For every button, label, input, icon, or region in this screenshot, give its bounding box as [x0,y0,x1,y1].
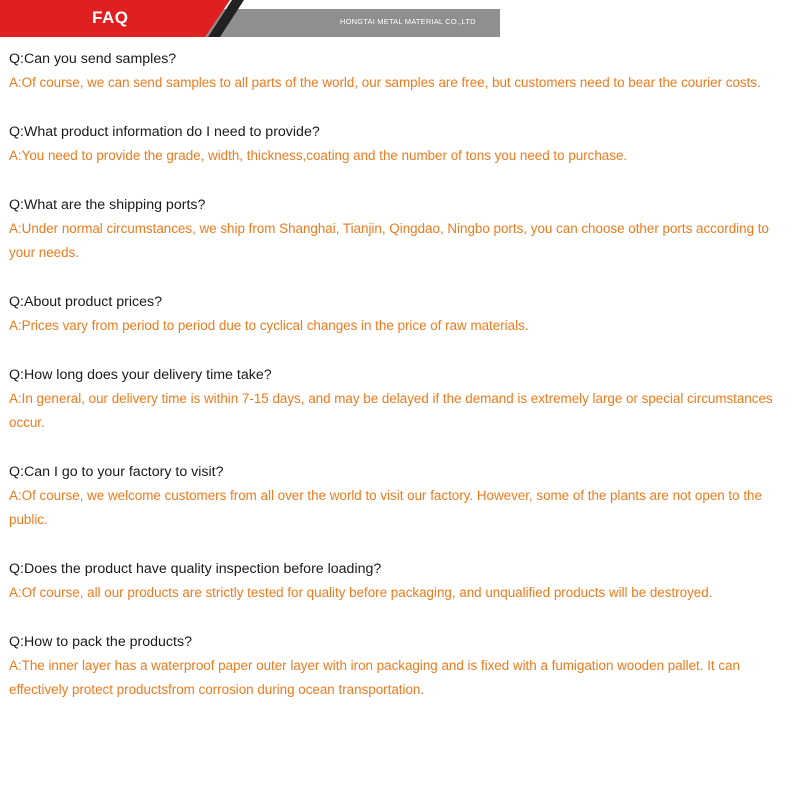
faq-question: Q:Can I go to your factory to visit? [9,464,224,480]
faq-item-packing [9,630,794,702]
faq-question: Q:What are the shipping ports? [9,197,206,213]
faq-answer: A:Under normal circumstances, we ship from Shanghai, Tianjin, Qingdao, Ningbo ports, you can choose other ports according to your needs. [9,221,769,260]
faq-question: Q:How to pack the products? [9,634,192,650]
faq-question: Q:Does the product have quality inspection before loading? [9,561,382,577]
faq-answer: A:You need to provide the grade, width, thickness,coating and the number of tons you need to purchase. [9,148,628,163]
faq-item-factory-visit [9,460,794,532]
faq-item-shipping-ports [9,193,794,265]
faq-header-banner [0,0,500,37]
faq-item-product-info [9,120,794,168]
faq-item-quality-inspection [9,557,794,605]
faq-question: Q:About product prices? [9,294,162,310]
faq-answer: A:Of course, we can send samples to all parts of the world, our samples are free, but customers need to bear the courier costs. [9,75,761,90]
faq-item-delivery-time [9,363,794,435]
faq-question: Q:What product information do I need to provide? [9,124,320,140]
faq-answer: A:Of course, all our products are strictly tested for quality before packaging, and unqualified products will be destroyed. [9,585,713,600]
faq-item-prices [9,290,794,338]
faq-answer: A:Of course, we welcome customers from all over the world to visit our factory. However, some of the plants are not open to the public. [9,488,762,527]
faq-answer: A:The inner layer has a waterproof paper outer layer with iron packaging and is fixed with a fumigation wooden pallet. It can effectively protect productsfrom corrosion during ocean transportation. [9,658,740,697]
faq-item-samples [9,47,794,95]
company-name: HONGTAI METAL MATERIAL CO.,LTD [340,17,476,26]
faq-list [9,47,794,727]
faq-question: Q:Can you send samples? [9,51,177,67]
faq-answer: A:In general, our delivery time is within 7-15 days, and may be delayed if the demand is extremely large or special circumstances occur. [9,391,773,430]
faq-title: FAQ [92,8,129,27]
faq-answer: A:Prices vary from period to period due to cyclical changes in the price of raw materials. [9,318,529,333]
faq-question: Q:How long does your delivery time take? [9,367,272,383]
